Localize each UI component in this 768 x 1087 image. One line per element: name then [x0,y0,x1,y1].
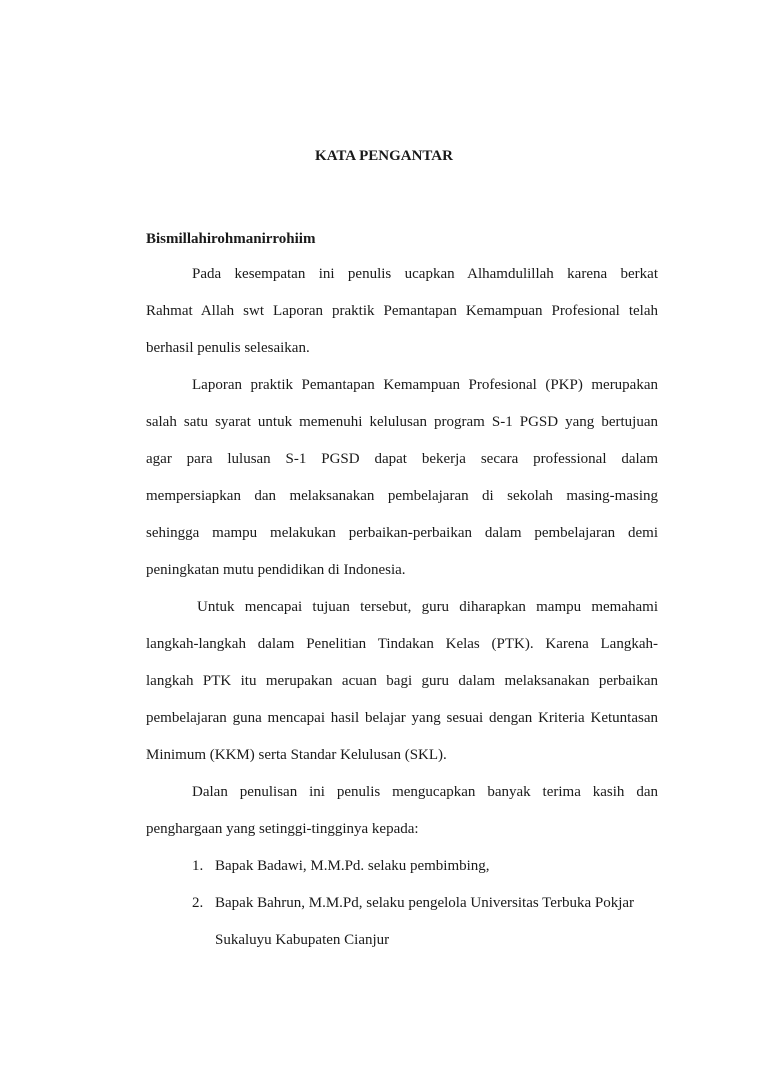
paragraph-line: Untuk mencapai tujuan tersebut, guru diharapkan mampu memahami [197,599,658,615]
paragraph-line: berhasil penulis selesaikan. [146,340,310,356]
page-title: KATA PENGANTAR [315,148,453,164]
paragraph-line: mempersiapkan dan melaksanakan pembelajaran di sekolah masing-masing [146,488,658,504]
paragraph-line: Dalan penulisan ini penulis mengucapkan banyak terima kasih dan [192,784,658,800]
paragraph-line: peningkatan mutu pendidikan di Indonesia. [146,562,406,578]
paragraph-line: pembelajaran guna mencapai hasil belajar yang sesuai dengan Kriteria Ketuntasan [146,710,658,726]
paragraph-line: penghargaan yang setinggi-tingginya kepada: [146,821,419,837]
salutation: Bismillahirohmanirrohiim [146,231,316,247]
paragraph-line: agar para lulusan S-1 PGSD dapat bekerja secara professional dalam [146,451,658,467]
paragraph-line: Pada kesempatan ini penulis ucapkan Alhamdulillah karena berkat [192,266,658,282]
list-item [192,855,658,877]
paragraph-line: Rahmat Allah swt Laporan praktik Pemantapan Kemampuan Profesional telah [146,303,658,319]
paragraph-line: salah satu syarat untuk memenuhi kelulusan program S-1 PGSD yang bertujuan [146,414,658,430]
list-item-text: Bapak Bahrun, M.M.Pd, selaku pengelola Universitas Terbuka Pokjar [215,895,635,911]
paragraph-line: sehingga mampu melakukan perbaikan-perbaikan dalam pembelajaran demi [146,525,658,541]
list-item-number: 2. [192,895,204,911]
list-item [192,892,658,914]
paragraph-line: Laporan praktik Pemantapan Kemampuan Profesional (PKP) merupakan [192,377,658,393]
paragraph-line: Minimum (KKM) serta Standar Kelulusan (SKL). [146,747,447,763]
paragraph-line: langkah-langkah dalam Penelitian Tindakan Kelas (PTK). Karena Langkah- [146,636,658,652]
list-item-continuation: Sukaluyu Kabupaten Cianjur [215,932,390,948]
list-item-text: Bapak Badawi, M.M.Pd. selaku pembimbing, [215,858,490,874]
list-item-number: 1. [192,858,204,874]
paragraph-line: langkah PTK itu merupakan acuan bagi guru dalam melaksanakan perbaikan [146,673,658,689]
